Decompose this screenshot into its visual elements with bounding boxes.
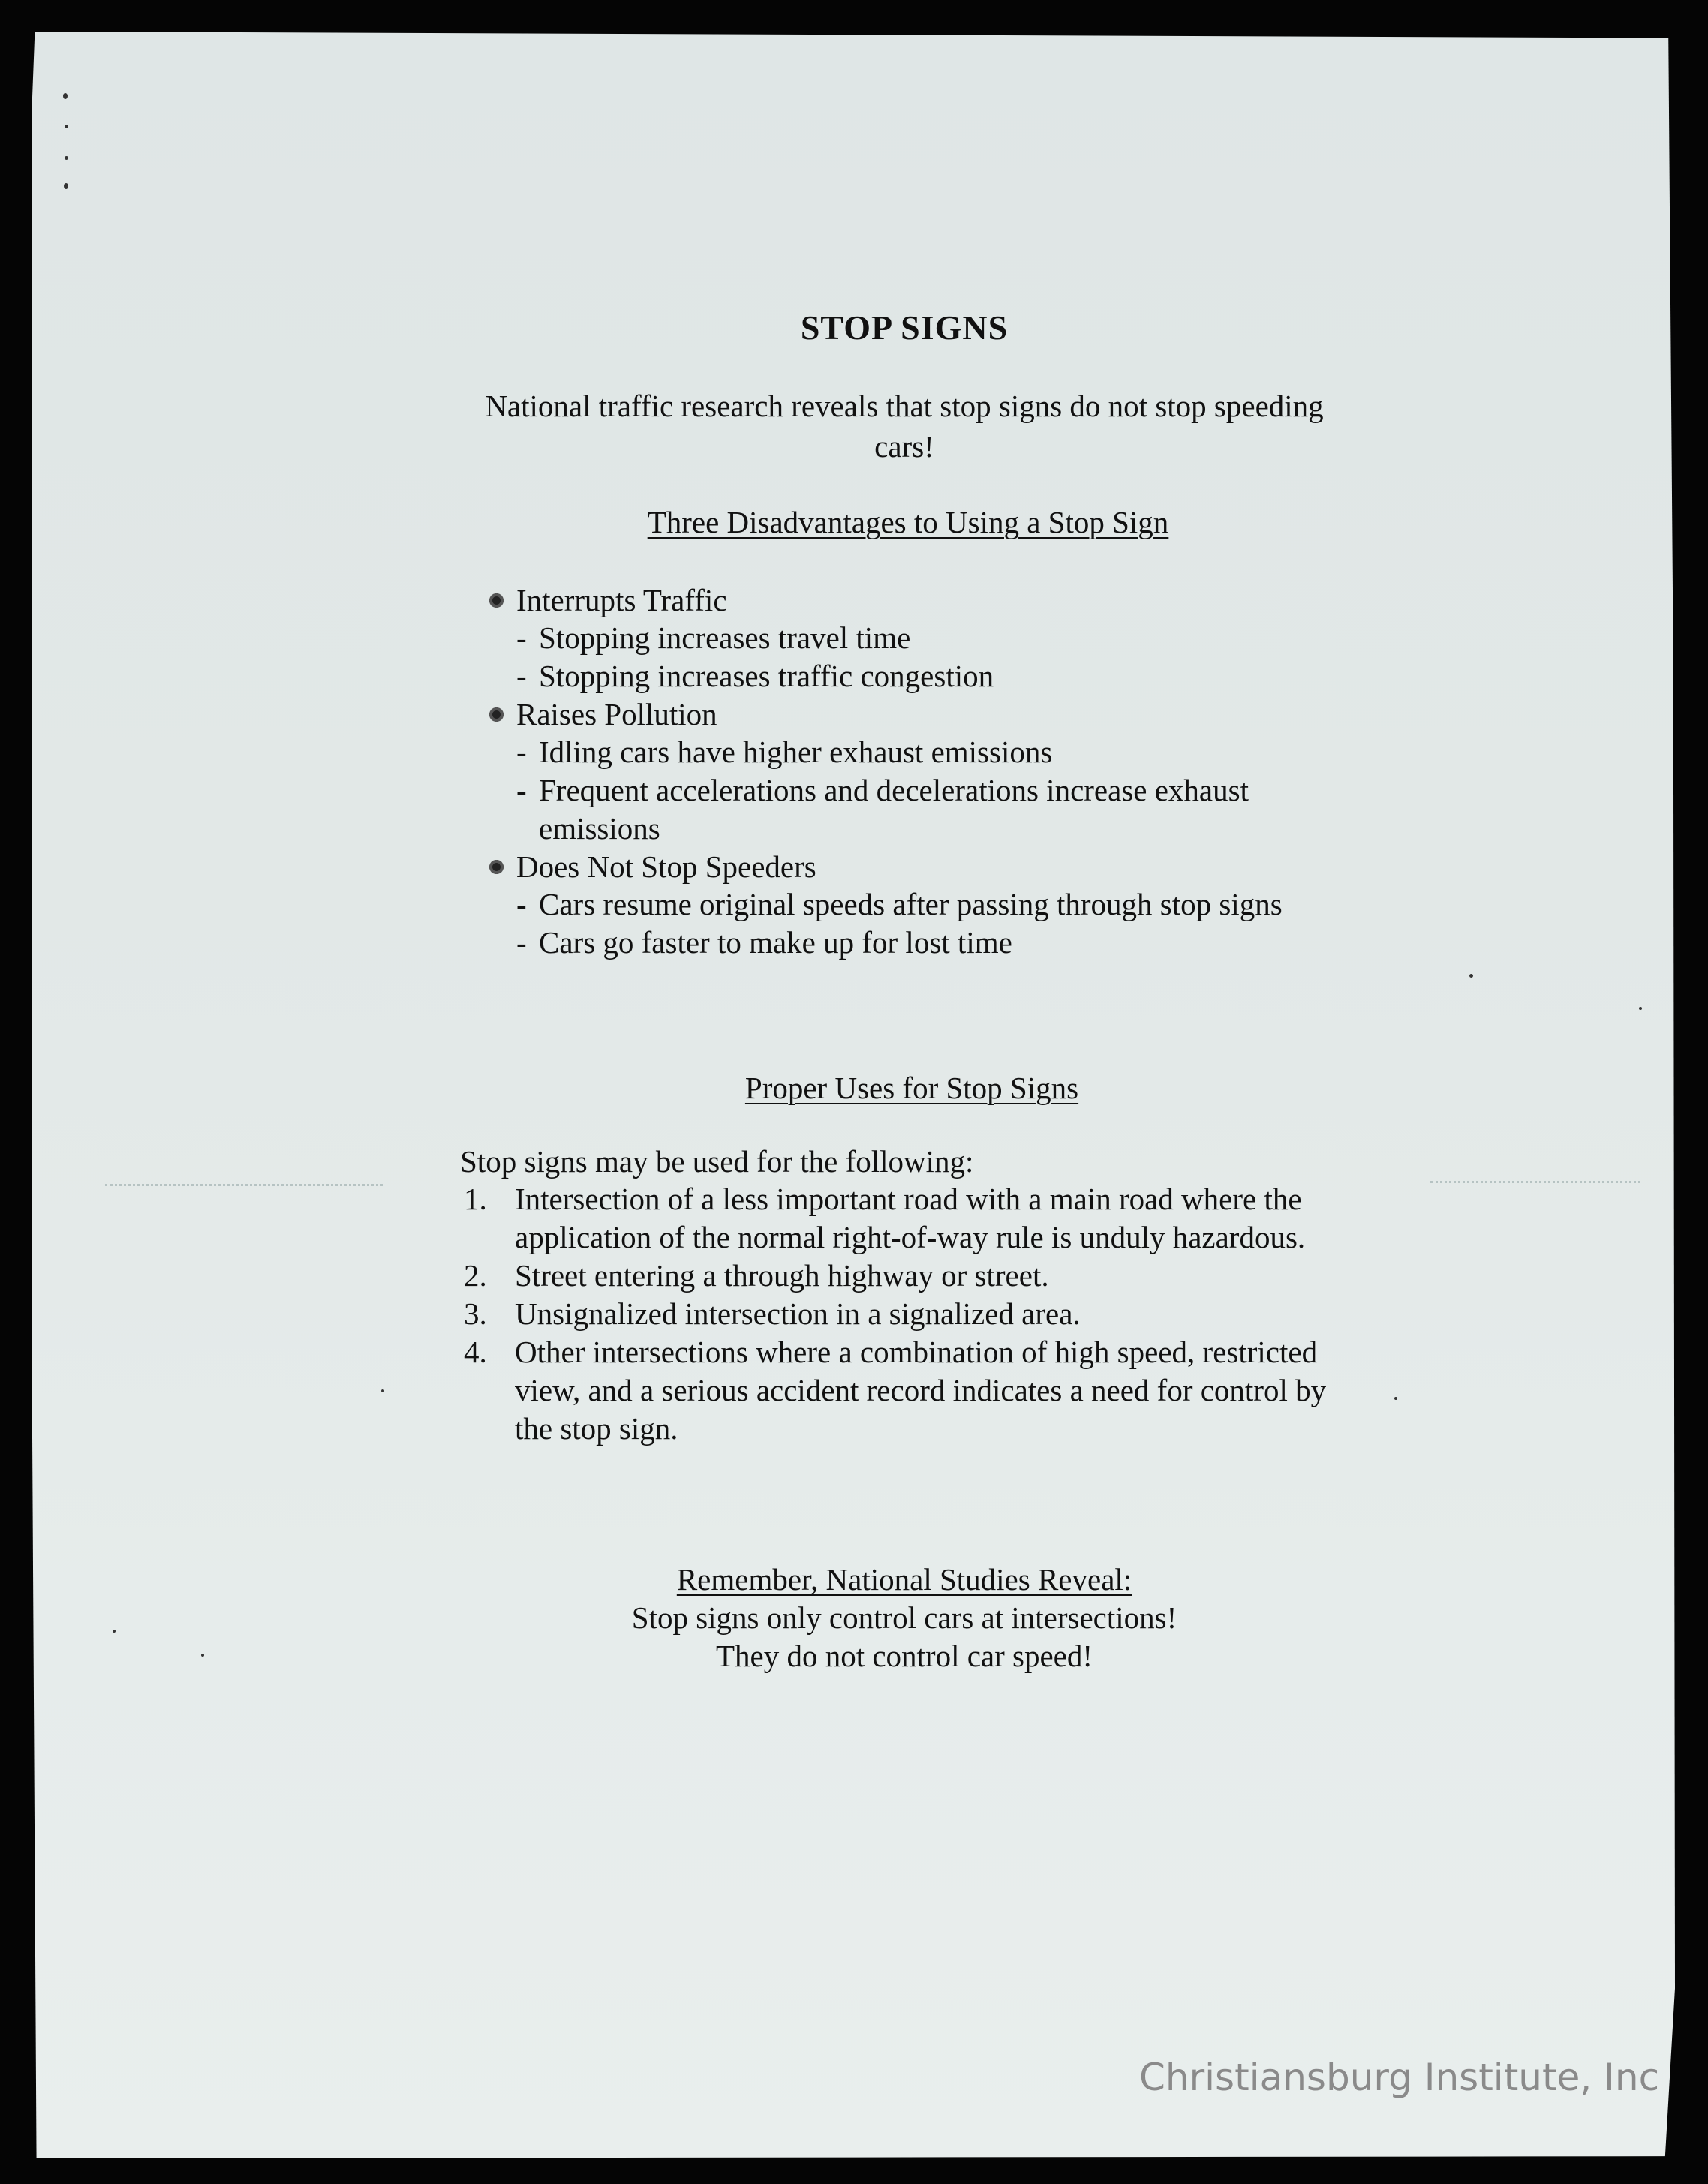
proper-use-item-2 [464, 1257, 1349, 1295]
disadvantages-list [488, 581, 1366, 962]
document-title: STOP SIGNS [800, 308, 1009, 347]
scan-speck [381, 1389, 384, 1392]
fold-line [105, 1184, 383, 1188]
dash-marker: - [516, 620, 527, 655]
item-text: Other intersections where a combination of high speed, restricted view, and a serious accident record indicates a need for control by the stop sign. [515, 1335, 1327, 1446]
item-text: Intersection of a less important road with a main road where the application of the normal right-of-way rule is unduly hazardous. [515, 1182, 1306, 1254]
dash-marker: - [516, 887, 527, 921]
fold-line [1430, 1181, 1640, 1185]
bullet-icon [489, 707, 504, 722]
item-number: 2. [464, 1258, 487, 1293]
scan-speck [1639, 1007, 1642, 1010]
disadvantage-point: Cars resume original speeds after passing through stop signs [539, 887, 1283, 921]
scan-speck [65, 156, 68, 160]
disadvantage-point: Idling cars have higher exhaust emissions [539, 735, 1053, 769]
proper-uses-intro: Stop signs may be used for the following: [460, 1144, 974, 1179]
scan-speck [1469, 974, 1473, 978]
disadvantage-item-3 [488, 848, 1366, 962]
intro-text: National traffic research reveals that stop signs do not stop speeding cars! [485, 389, 1324, 464]
watermark-text: Christiansburg Institute, Inc [1139, 2056, 1660, 2099]
scan-speck [1394, 1397, 1397, 1400]
bullet-icon [489, 593, 504, 608]
remember-block [518, 1561, 1291, 1675]
disadvantage-label: Raises Pollution [516, 697, 717, 732]
dash-marker: - [516, 773, 527, 807]
proper-use-item-3 [464, 1295, 1349, 1333]
dash-marker: - [516, 735, 527, 769]
disadvantage-point: Stopping increases traffic congestion [539, 659, 994, 693]
item-text: Street entering a through highway or street. [515, 1258, 1049, 1293]
proper-uses-list [464, 1180, 1349, 1448]
remember-line-1: Stop signs only control cars at intersections! [631, 1600, 1177, 1635]
scan-speck [65, 125, 68, 128]
disadvantages-heading: Three Disadvantages to Using a Stop Sign [647, 505, 1169, 539]
remember-line-2: They do not control car speed! [715, 1639, 1093, 1673]
scan-speck [201, 1654, 204, 1657]
disadvantage-item-1 [488, 581, 1366, 695]
proper-use-item-1 [464, 1180, 1349, 1257]
scan-speck [63, 93, 68, 99]
proper-uses-heading: Proper Uses for Stop Signs [744, 1071, 1079, 1105]
scan-speck [113, 1630, 116, 1633]
dash-marker: - [516, 659, 527, 693]
proper-use-item-4 [464, 1333, 1349, 1448]
disadvantage-label: Interrupts Traffic [516, 583, 727, 617]
item-text: Unsignalized intersection in a signalized area. [515, 1296, 1081, 1331]
item-number: 3. [464, 1296, 487, 1331]
disadvantage-point: Frequent accelerations and decelerations increase exhaust emissions [539, 773, 1249, 846]
remember-heading: Remember, National Studies Reveal: [676, 1562, 1132, 1597]
disadvantage-label: Does Not Stop Speeders [516, 849, 816, 884]
disadvantage-point: Stopping increases travel time [539, 620, 911, 655]
scan-speck [64, 183, 68, 189]
bullet-icon [489, 860, 504, 874]
item-number: 1. [464, 1182, 487, 1216]
dash-marker: - [516, 925, 527, 960]
disadvantage-point: Cars go faster to make up for lost time [539, 925, 1012, 960]
disadvantage-item-2 [488, 695, 1366, 848]
item-number: 4. [464, 1335, 487, 1369]
